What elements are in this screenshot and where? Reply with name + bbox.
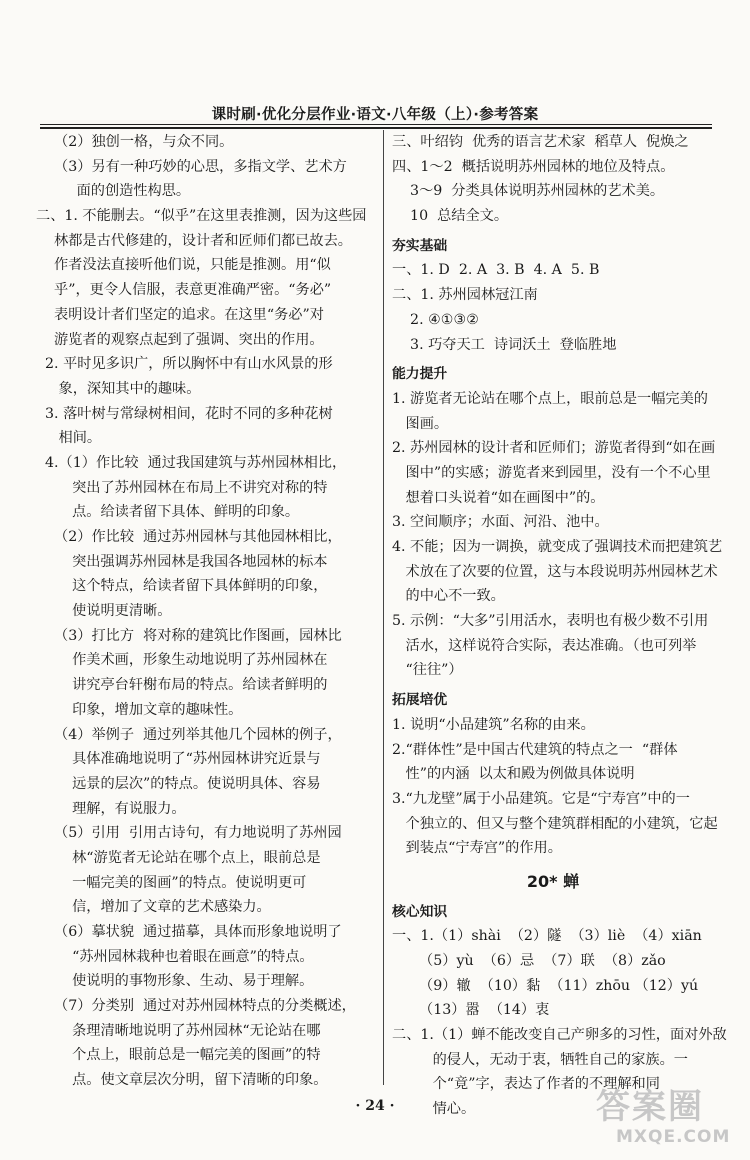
answer-line: 印象，增加文章的趣味性。 [36, 701, 243, 718]
answer-line: 的中心不一致。 [392, 588, 505, 605]
section-heading-ability: 能力提升 [392, 366, 448, 383]
answer-line: 活水，这样说符合实际，表达准确。（也可列举 [392, 637, 697, 654]
section-heading-extension: 拓展培优 [392, 692, 448, 709]
answer-line: 具体准确地说明了“苏州园林讲究近景与 [36, 751, 321, 768]
answer-line: 3.“九龙壁”属于小品建筑。它是“宁寿宫”中的一 [392, 790, 690, 807]
answer-line: 的侵人，无动于衷，牺牲自己的家族。一 [392, 1051, 688, 1068]
answer-line: 远景的层次”的特点。使说明具体、容易 [36, 775, 321, 792]
answer-line: 二、1. 苏州园林冠江南 [392, 287, 538, 304]
answer-line: 个点上，眼前总是一幅完美的图画”的特 [36, 1047, 321, 1064]
answer-line: （9）辙 （10）黏 （11）zhōu （12）yú [392, 977, 699, 994]
answer-line: 作美术画，形象生动地说明了苏州园林在 [36, 652, 328, 669]
answer-line: “往往”） [392, 662, 463, 679]
answer-line: 突出了苏州园林在布局上不讲究对称的特 [36, 479, 328, 496]
answer-line: 相间。 [36, 430, 102, 447]
answer-line: 2. 平时见多识广，所以胸怀中有山水风景的形 [36, 356, 333, 373]
answer-line: 2. ④①③② [392, 311, 479, 328]
page-header: 课时刷·优化分层作业·语文·八年级（上）·参考答案 [211, 107, 539, 123]
answer-line: （5）引用 引用古诗句，有力地说明了苏州园 [36, 825, 342, 842]
right-column [392, 130, 727, 1122]
answer-line: 术放在了次要的位置，这与本段说明苏州园林艺术 [392, 563, 718, 580]
answer-line: 四、1～2 概括说明苏州园林的地位及特点。 [392, 158, 675, 175]
answer-line: 使说明更清晰。 [36, 603, 172, 620]
answer-line: 二、1.（1）蝉不能改变自己产卵多的习性，面对外敌 [392, 1027, 727, 1044]
answer-line: 2.“群体性”是中国古代建筑的特点之一 “群体 [392, 741, 678, 758]
answer-line: 一、1.（1）shài （2）隧 （3）liè （4）xiān [392, 928, 702, 945]
answer-line: 三、叶绍钧 优秀的语言艺术家 稻草人 倪焕之 [392, 134, 689, 150]
page-number: · 24 · [355, 1098, 395, 1114]
answer-line: （2）独创一格，与众不同。 [36, 134, 234, 150]
answers-part-3-4 [392, 130, 714, 229]
lesson-title: 20* 蝉 [526, 871, 580, 891]
answer-line: 3～9 分类具体说明苏州园林的艺术美。 [392, 183, 665, 200]
watermark-text: 答案圈 [596, 1087, 704, 1127]
header-rule-thick [40, 127, 712, 129]
answer-line: 性”的内涵 以太和殿为例做具体说明 [392, 766, 635, 783]
answer-line: （13）嚣 （14）衷 [392, 1002, 550, 1019]
section-heading-basics: 夯实基础 [392, 237, 448, 254]
answer-line: 个独立的、但又与整个建筑群相配的小建筑，它起 [392, 815, 718, 832]
answer-line: 使说明的事物形象、生动、易于理解。 [36, 973, 314, 990]
answer-line: 4. 不能；因为一调换，就变成了强调技术而把建筑艺 [392, 539, 723, 555]
answer-line: 点。给读者留下具体、鲜明的印象。 [36, 504, 300, 521]
answer-line: 一、1. D 2. A 3. B 4. A 5. B [392, 262, 600, 279]
watermark-url: MXQE.COM [616, 1127, 731, 1147]
answer-line: 情心。 [392, 1101, 476, 1118]
answer-line: 作者没法直接听他们说，只能是推测。用“似 [36, 257, 331, 274]
answer-line: “苏州园林栽种也着眼在画意”的特点。 [36, 948, 314, 965]
answer-line: （3）打比方 将对称的建筑比作图画，园林比 [36, 627, 342, 644]
answer-line: 4.（1）作比较 通过我国建筑与苏州园林相比， [36, 454, 347, 471]
answer-line: 这个特点，给读者留下具体鲜明的印象， [36, 578, 328, 595]
answer-line: 林“游览者无论站在哪个点上，眼前总是 [36, 849, 321, 866]
answer-line: 信，增加了文章的艺术感染力。 [36, 899, 271, 916]
answer-line: 乎”，更令人信服，表意更准确严密。“务必” [36, 282, 332, 299]
answer-line: 理解，有说服力。 [36, 800, 186, 817]
answer-line: 个“竟”字，表达了作者的不理解和同 [392, 1076, 660, 1093]
answer-line: 象，深知其中的趣味。 [36, 380, 201, 397]
answer-line: 3. 落叶树与常绿树相间，花时不同的多种花树 [36, 405, 333, 422]
answer-line: 点。使文章层次分明，留下清晰的印象。 [36, 1072, 328, 1089]
answer-line: 想着口头说着“如在画图中”的。 [392, 489, 605, 506]
answer-line: 图画。 [392, 415, 449, 432]
answer-line: 突出强调苏州园林是我国各地园林的标本 [36, 553, 328, 570]
basics-answers [392, 258, 714, 357]
answer-line: 1. 游览者无论站在哪个点上，眼前总是一幅完美的 [392, 390, 708, 407]
answer-line: 到装点“宁寿宫”的作用。 [392, 840, 562, 857]
extension-answers [392, 713, 718, 861]
answer-line: 3. 巧夺天工 诗词沃土 登临胜地 [392, 336, 617, 353]
answer-line: （3）另有一种巧妙的心思，多指文学、艺术方 [36, 158, 347, 175]
answer-line: （2）作比较 通过苏州园林与其他园林相比， [36, 529, 342, 545]
answer-line: 3. 空间顺序；水面、河沿、池中。 [392, 514, 609, 531]
answer-line: 条理清晰地说明了苏州园林“无论站在哪 [36, 1022, 321, 1039]
left-column [36, 130, 378, 1093]
section-heading-core: 核心知识 [392, 903, 448, 920]
answer-line: 2. 苏州园林的设计者和匠师们；游览者得到“如在画 [392, 440, 716, 457]
column-divider [383, 130, 384, 1085]
answer-line: （7）分类别 通过对苏州园林特点的分类概述， [36, 998, 356, 1015]
answer-line: 面的创造性构思。 [36, 183, 191, 200]
answer-line: （5）yù （6）忌 （7）联 （8）zǎo [392, 953, 666, 969]
answer-line: 10 总结全文。 [392, 208, 509, 225]
answer-line: 讲究亭台轩榭布局的特点。给读者鲜明的 [36, 677, 328, 694]
answer-line: 二、1. 不能删去。“似乎”在这里表推测，因为这些园 [36, 208, 367, 225]
answer-line: 游览者的观察点起到了强调、突出的作用。 [36, 331, 324, 348]
answer-line: 一幅完美的图画”的特点。使说明更可 [36, 874, 307, 891]
answer-line: 林都是古代修建的，设计者和匠师们都已故去。 [36, 232, 352, 249]
answer-line: （4）举例子 通过列举其他几个园林的例子， [36, 726, 342, 743]
answer-line: 5. 示例：“大多”引用活水，表明也有极少数不引用 [392, 613, 709, 630]
header-rule-thin [40, 124, 712, 125]
answer-line: （6）摹状貌 通过描摹，具体而形象地说明了 [36, 924, 342, 940]
ability-answers [392, 387, 723, 683]
answer-line: 1. 说明“小品建筑”名称的由来。 [392, 716, 595, 733]
answer-line: 图中”的实感；游览者来到园里，没有一个不心里 [392, 464, 711, 481]
answer-line: 表明设计者们坚定的追求。在这里“务必”对 [36, 306, 324, 323]
core-answers [392, 924, 727, 1122]
